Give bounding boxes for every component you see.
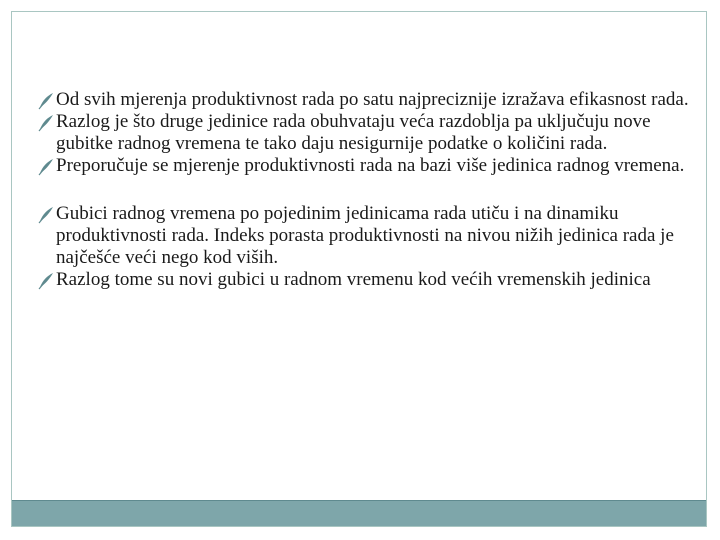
bullet-item: [38, 89, 698, 111]
feather-bullet-icon: [38, 90, 54, 110]
feather-bullet-icon: [38, 156, 54, 176]
slide-content: [38, 89, 698, 291]
bullet-list: [38, 89, 698, 291]
bullet-text: Razlog tome su novi gubici u radnom vremenu kod većih vremenskih jedinica: [56, 269, 651, 290]
bullet-item: [38, 203, 698, 269]
bottom-bar: [12, 500, 706, 526]
bullet-item: [38, 155, 698, 177]
bullet-text: Preporučuje se mjerenje produktivnosti rada na bazi više jedinica radnog vremena.: [56, 155, 685, 176]
bullet-text: Od svih mjerenja produktivnost rada po satu najpreciznije izražava efikasnost rada.: [56, 89, 689, 110]
feather-bullet-icon: [38, 204, 54, 224]
slide-frame: [11, 11, 707, 527]
bullet-item: [38, 111, 698, 155]
bullet-text: Gubici radnog vremena po pojedinim jedinicama rada utiču i na dinamiku produktivnosti rada. Indeks porasta produktivnosti na nivou nižih jedinica rada je najčešće veći nego kod viših.: [56, 203, 674, 268]
bullet-text: Razlog je što druge jedinice rada obuhvataju veća razdoblja pa uključuju nove gubitke radnog vremena te tako daju nesigurnije podatke o količini rada.: [56, 111, 651, 154]
bullet-item: [38, 269, 698, 291]
feather-bullet-icon: [38, 270, 54, 290]
feather-bullet-icon: [38, 112, 54, 132]
